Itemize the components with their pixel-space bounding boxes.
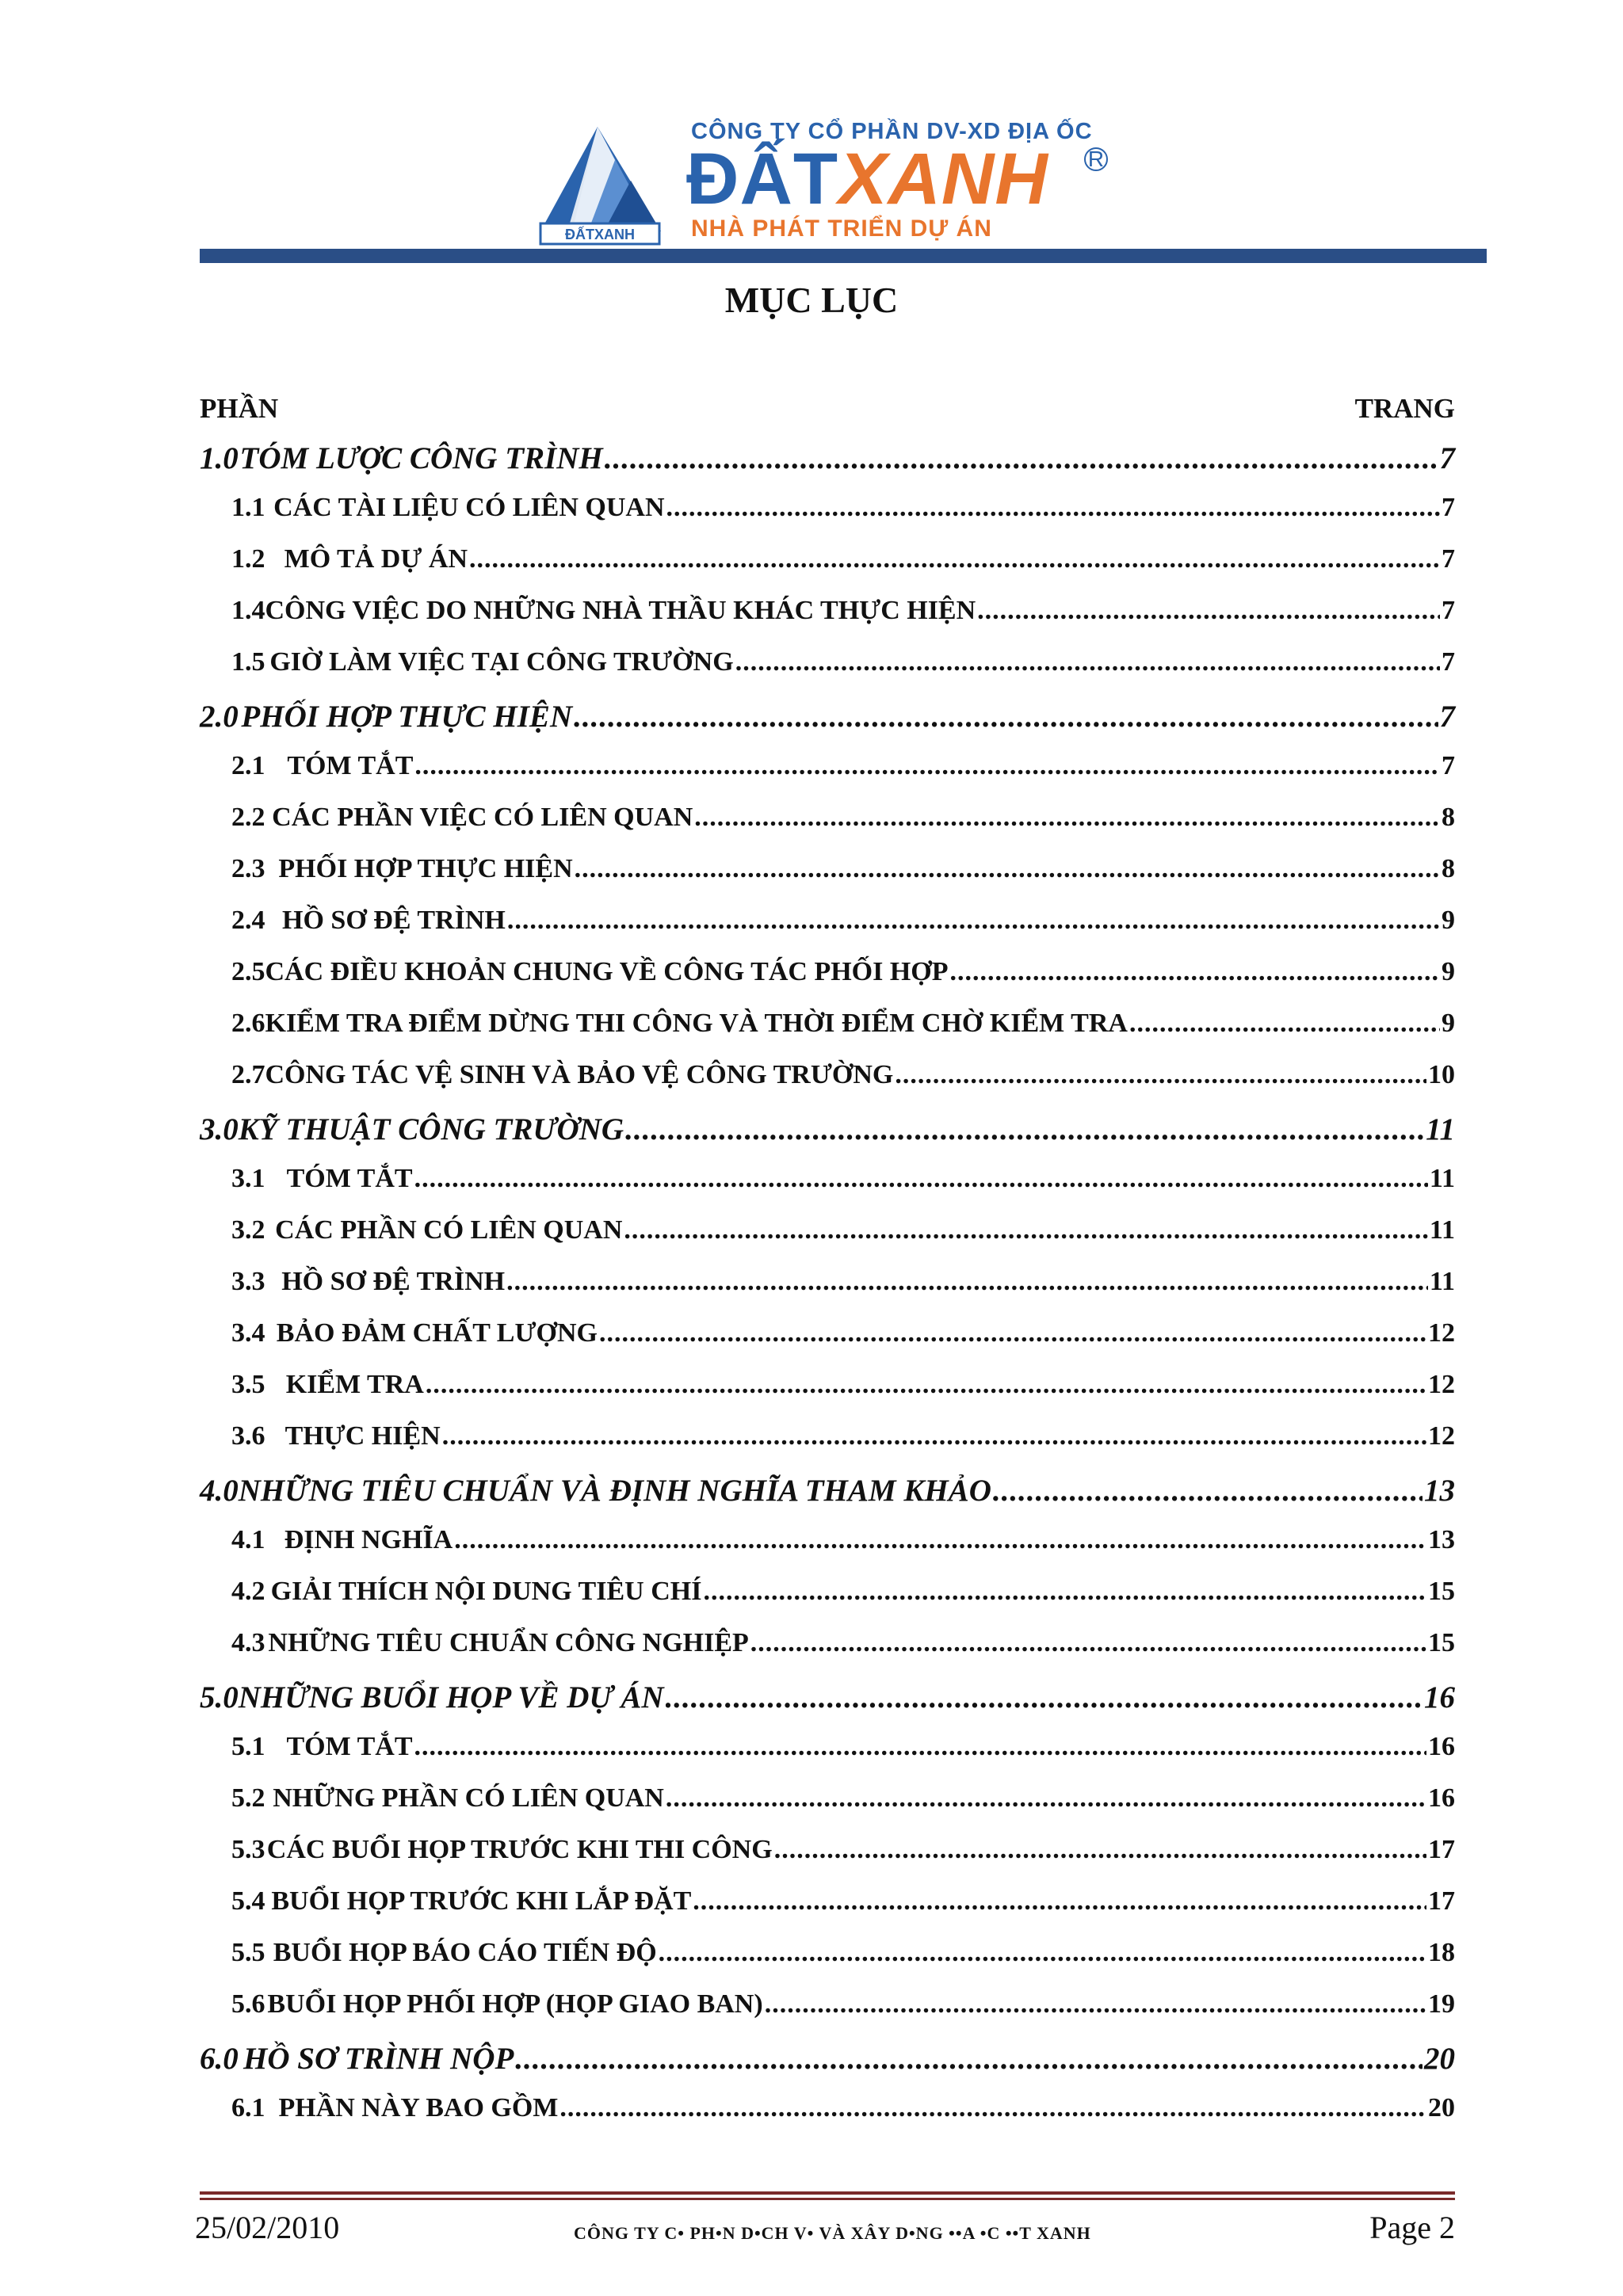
toc-entry-number: 2.0 — [200, 700, 239, 734]
toc-entry-4-1[interactable] — [200, 1525, 1455, 1577]
toc-entry-page: 12 — [1428, 1318, 1455, 1348]
brand-tagline: NHÀ PHÁT TRIỂN DỰ ÁN — [691, 215, 992, 242]
toc-entry-5-2[interactable] — [200, 1783, 1455, 1835]
toc-entry-2-6[interactable] — [200, 1009, 1455, 1060]
toc-leader-dots — [666, 1680, 1423, 1715]
toc-entry-6-1[interactable] — [200, 2093, 1455, 2145]
toc-entry-number: 2.5 — [231, 957, 265, 986]
toc-entry-4-2[interactable] — [200, 1577, 1455, 1628]
toc-leader-dots — [442, 1421, 1426, 1451]
toc-leader-dots — [1129, 1009, 1440, 1039]
toc-entry-page: 7 — [1439, 700, 1455, 734]
header-divider — [200, 249, 1487, 263]
toc-entry-title: HỒ SƠ TRÌNH NỘP — [243, 2042, 514, 2076]
toc-entry-title: BUỔI HỌP BÁO CÁO TIẾN ĐỘ — [273, 1938, 657, 1967]
toc-entry-1-0[interactable] — [200, 441, 1455, 493]
toc-entry-title: TÓM TẮT — [286, 1164, 413, 1193]
toc-entry-page: 10 — [1428, 1060, 1455, 1089]
toc-entry-page: 13 — [1428, 1525, 1455, 1554]
toc-entry-number: 2.7 — [231, 1060, 265, 1089]
logo-badge-text: ĐẤTXANH — [565, 227, 635, 242]
toc-entry-5-1[interactable] — [200, 1732, 1455, 1783]
toc-entry-3-0[interactable] — [200, 1112, 1455, 1164]
column-header-page: TRANG — [1354, 393, 1455, 424]
toc-entry-number: 5.1 — [231, 1732, 265, 1761]
toc-entry-number: 2.2 — [231, 803, 265, 832]
toc-entry-6-0[interactable] — [200, 2041, 1455, 2093]
footer-date: 25/02/2010 — [195, 2210, 340, 2245]
toc-entry-number: 5.0 — [200, 1680, 239, 1714]
toc-entry-title: CÁC BUỔI HỌP TRƯỚC KHI THI CÔNG — [266, 1835, 773, 1864]
toc-leader-dots — [977, 596, 1440, 626]
toc-entry-title: CÁC PHẦN CÓ LIÊN QUAN — [275, 1215, 623, 1245]
toc-entry-number: 2.3 — [231, 854, 265, 883]
toc-entry-3-5[interactable] — [200, 1370, 1455, 1421]
toc-entry-page: 16 — [1424, 1680, 1455, 1714]
toc-entry-number: 2.6 — [231, 1009, 265, 1038]
toc-entry-page: 11 — [1429, 1164, 1455, 1193]
toc-entry-2-2[interactable] — [200, 803, 1455, 854]
toc-entry-page: 7 — [1442, 493, 1455, 522]
toc-leader-dots — [454, 1525, 1426, 1555]
toc-entry-title: TÓM TẮT — [286, 1732, 413, 1761]
toc-entry-title: NHỮNG BUỔI HỌP VỀ DỰ ÁN — [238, 1680, 664, 1714]
toc-entry-title: KIỂM TRA — [285, 1370, 424, 1399]
toc-leader-dots — [735, 647, 1440, 677]
toc-entry-number: 3.1 — [231, 1164, 265, 1193]
toc-entry-title: NHỮNG TIÊU CHUẨN CÔNG NGHIỆP — [268, 1628, 749, 1657]
toc-entry-page: 7 — [1442, 544, 1455, 574]
toc-entry-5-4[interactable] — [200, 1886, 1455, 1938]
toc-entry-title: CÁC TÀI LIỆU CÓ LIÊN QUAN — [273, 493, 665, 522]
toc-entry-1-4[interactable] — [200, 596, 1455, 647]
toc-entry-page: 8 — [1442, 803, 1455, 832]
toc-entry-title: KIỂM TRA ĐIỂM DỪNG THI CÔNG VÀ THỜI ĐIỂM CHỜ KIỂM TRA — [265, 1009, 1128, 1038]
toc-leader-dots — [414, 1732, 1427, 1762]
toc-entry-number: 3.0 — [200, 1112, 239, 1146]
toc-entry-page: 9 — [1442, 957, 1455, 986]
toc-entry-number: 4.3 — [231, 1628, 265, 1657]
toc-entry-title: BUỔI HỌP TRƯỚC KHI LẮP ĐẶT — [271, 1886, 692, 1916]
toc-leader-dots — [414, 1164, 1428, 1194]
toc-leader-dots — [993, 1473, 1423, 1508]
toc-entry-page: 7 — [1442, 647, 1455, 677]
toc-entry-number: 6.0 — [200, 2042, 239, 2076]
toc-entry-4-0[interactable] — [200, 1473, 1455, 1525]
toc-entry-number: 1.4 — [231, 596, 265, 625]
registered-mark: R — [1084, 147, 1108, 171]
toc-entry-number: 1.5 — [231, 647, 265, 677]
toc-entry-number: 5.3 — [231, 1835, 265, 1864]
toc-entry-number: 3.4 — [231, 1318, 265, 1348]
toc-entry-page: 17 — [1428, 1886, 1455, 1916]
toc-leader-dots — [895, 1060, 1426, 1090]
toc-entry-2-0[interactable] — [200, 699, 1455, 751]
toc-entry-title: PHỐI HỢP THỰC HIỆN — [278, 854, 573, 883]
toc-entry-3-6[interactable] — [200, 1421, 1455, 1473]
toc-entry-number: 3.6 — [231, 1421, 265, 1451]
toc-entry-number: 4.0 — [200, 1474, 239, 1508]
toc-leader-dots — [693, 1886, 1426, 1917]
toc-leader-dots — [666, 493, 1440, 523]
footer-divider — [200, 2191, 1455, 2195]
toc-entry-title: PHỐI HỢP THỰC HIỆN — [241, 700, 573, 734]
footer-page-number: Page 2 — [1369, 2210, 1455, 2245]
toc-leader-dots — [750, 1628, 1426, 1658]
toc-entry-page: 20 — [1428, 2093, 1455, 2122]
toc-entry-number: 1.1 — [231, 493, 265, 522]
toc-entry-page: 16 — [1428, 1783, 1455, 1813]
toc-entry-page: 12 — [1428, 1421, 1455, 1451]
toc-entry-3-2[interactable] — [200, 1215, 1455, 1267]
toc-leader-dots — [559, 2093, 1426, 2123]
toc-entry-page: 15 — [1428, 1628, 1455, 1657]
toc-entry-title: BUỔI HỌP PHỐI HỢP (HỌP GIAO BAN) — [267, 1989, 763, 2019]
toc-leader-dots — [574, 699, 1438, 734]
toc-entry-page: 9 — [1442, 906, 1455, 935]
toc-entry-number: 2.1 — [231, 751, 265, 780]
toc-entry-title: THỰC HIỆN — [285, 1421, 441, 1451]
footer-company: CÔNG TY C• PH•N D•CH V• VÀ XÂY D•NG ••A •C ••T XANH — [574, 2223, 1091, 2243]
toc-leader-dots — [624, 1215, 1427, 1245]
toc-entry-number: 5.2 — [231, 1783, 265, 1813]
toc-entry-1-2[interactable] — [200, 544, 1455, 596]
toc-entry-number: 1.2 — [231, 544, 265, 574]
toc-entry-page: 17 — [1428, 1835, 1455, 1864]
toc-entry-title: CÔNG TÁC VỆ SINH VÀ BẢO VỆ CÔNG TRƯỜNG — [265, 1060, 894, 1089]
toc-leader-dots — [599, 1318, 1426, 1348]
logo-triangle-icon — [536, 119, 686, 246]
toc-entry-number: 6.1 — [231, 2093, 265, 2122]
toc-entry-5-3[interactable] — [200, 1835, 1455, 1886]
toc-entry-page: 18 — [1428, 1938, 1455, 1967]
toc-entry-3-4[interactable] — [200, 1318, 1455, 1370]
toc-entry-3-1[interactable] — [200, 1164, 1455, 1215]
toc-entry-4-3[interactable] — [200, 1628, 1455, 1680]
toc-leader-dots — [774, 1835, 1426, 1865]
toc-entry-page: 12 — [1428, 1370, 1455, 1399]
toc-entry-1-1[interactable] — [200, 493, 1455, 544]
toc-entry-title: MÔ TẢ DỰ ÁN — [284, 544, 468, 574]
company-logo — [536, 119, 1106, 246]
toc-leader-dots — [414, 751, 1440, 781]
toc-entry-number: 3.3 — [231, 1267, 265, 1296]
toc-entry-page: 7 — [1442, 596, 1455, 625]
toc-entry-page: 7 — [1442, 751, 1455, 780]
toc-entry-page: 19 — [1428, 1989, 1455, 2019]
toc-leader-dots — [950, 957, 1440, 987]
table-of-contents — [200, 441, 1455, 2145]
toc-leader-dots — [605, 441, 1438, 476]
toc-entry-title: CÁC PHẦN VIỆC CÓ LIÊN QUAN — [272, 803, 693, 832]
toc-entry-title: BẢO ĐẢM CHẤT LƯỢNG — [276, 1318, 598, 1348]
toc-entry-title: KỸ THUẬT CÔNG TRƯỜNG — [238, 1112, 624, 1146]
toc-entry-number: 4.1 — [231, 1525, 265, 1554]
page-title: MỤC LỤC — [724, 280, 899, 320]
toc-entry-title: TÓM LƯỢC CÔNG TRÌNH — [239, 441, 603, 475]
company-name-line: CÔNG TY CỔ PHẦN DV-XD ĐỊA ỐC — [691, 119, 1093, 144]
column-header-section: PHẦN — [200, 393, 279, 424]
toc-entry-number: 3.5 — [231, 1370, 265, 1399]
toc-entry-2-1[interactable] — [200, 751, 1455, 803]
toc-entry-title: HỒ SƠ ĐỆ TRÌNH — [281, 1267, 506, 1296]
toc-leader-dots — [765, 1989, 1426, 2019]
toc-entry-title: PHẦN NÀY BAO GỒM — [278, 2093, 559, 2122]
toc-entry-title: CÁC ĐIỀU KHOẢN CHUNG VỀ CÔNG TÁC PHỐI HỢP — [265, 957, 949, 986]
toc-entry-title: TÓM TẮT — [287, 751, 414, 780]
toc-entry-5-6[interactable] — [200, 1989, 1455, 2041]
toc-entry-page: 8 — [1442, 854, 1455, 883]
toc-leader-dots — [515, 2041, 1423, 2077]
brand-part-2: XANH — [838, 139, 1048, 219]
toc-entry-3-3[interactable] — [200, 1267, 1455, 1318]
toc-leader-dots — [506, 1267, 1428, 1297]
toc-entry-title: NHỮNG PHẦN CÓ LIÊN QUAN — [273, 1783, 664, 1813]
toc-leader-dots — [575, 854, 1440, 884]
toc-entry-number: 2.4 — [231, 906, 265, 935]
toc-leader-dots — [469, 544, 1440, 574]
toc-entry-page: 7 — [1439, 441, 1455, 475]
brand-part-1: ĐẤT — [686, 139, 839, 219]
toc-entry-page: 16 — [1428, 1732, 1455, 1761]
toc-entry-page: 15 — [1428, 1577, 1455, 1606]
toc-leader-dots — [659, 1938, 1426, 1968]
toc-entry-number: 3.2 — [231, 1215, 265, 1245]
brand-name — [686, 139, 1048, 219]
toc-entry-number: 5.6 — [231, 1989, 265, 2019]
toc-entry-title: CÔNG VIỆC DO NHỮNG NHÀ THẦU KHÁC THỰC HIỆN — [265, 596, 976, 625]
toc-entry-page: 11 — [1426, 1112, 1455, 1146]
footer-divider-thin — [200, 2198, 1455, 2200]
toc-entry-title: GIỜ LÀM VIỆC TẠI CÔNG TRƯỜNG — [269, 647, 734, 677]
toc-leader-dots — [426, 1370, 1426, 1400]
toc-entry-title: NHỮNG TIÊU CHUẨN VÀ ĐỊNH NGHĨA THAM KHẢO — [238, 1474, 991, 1508]
toc-leader-dots — [694, 803, 1440, 833]
toc-entry-number: 5.4 — [231, 1886, 265, 1916]
toc-leader-dots — [703, 1577, 1426, 1607]
toc-entry-title: ĐỊNH NGHĨA — [284, 1525, 453, 1554]
toc-entry-2-7[interactable] — [200, 1060, 1455, 1112]
toc-leader-dots — [666, 1783, 1426, 1814]
toc-entry-number: 4.2 — [231, 1577, 265, 1606]
toc-entry-title: HỒ SƠ ĐỆ TRÌNH — [282, 906, 506, 935]
toc-leader-dots — [625, 1112, 1424, 1147]
toc-entry-number: 1.0 — [200, 441, 239, 475]
toc-entry-number: 5.5 — [231, 1938, 265, 1967]
toc-entry-page: 11 — [1429, 1267, 1455, 1296]
toc-entry-5-5[interactable] — [200, 1938, 1455, 1989]
toc-entry-page: 9 — [1442, 1009, 1455, 1038]
toc-entry-title: GIẢI THÍCH NỘI DUNG TIÊU CHÍ — [270, 1577, 702, 1606]
toc-entry-5-0[interactable] — [200, 1680, 1455, 1732]
toc-leader-dots — [507, 906, 1440, 936]
toc-entry-2-3[interactable] — [200, 854, 1455, 906]
toc-entry-page: 20 — [1424, 2042, 1455, 2076]
toc-entry-1-5[interactable] — [200, 647, 1455, 699]
toc-entry-page: 13 — [1424, 1474, 1455, 1508]
toc-entry-2-4[interactable] — [200, 906, 1455, 957]
toc-entry-2-5[interactable] — [200, 957, 1455, 1009]
toc-entry-page: 11 — [1429, 1215, 1455, 1245]
